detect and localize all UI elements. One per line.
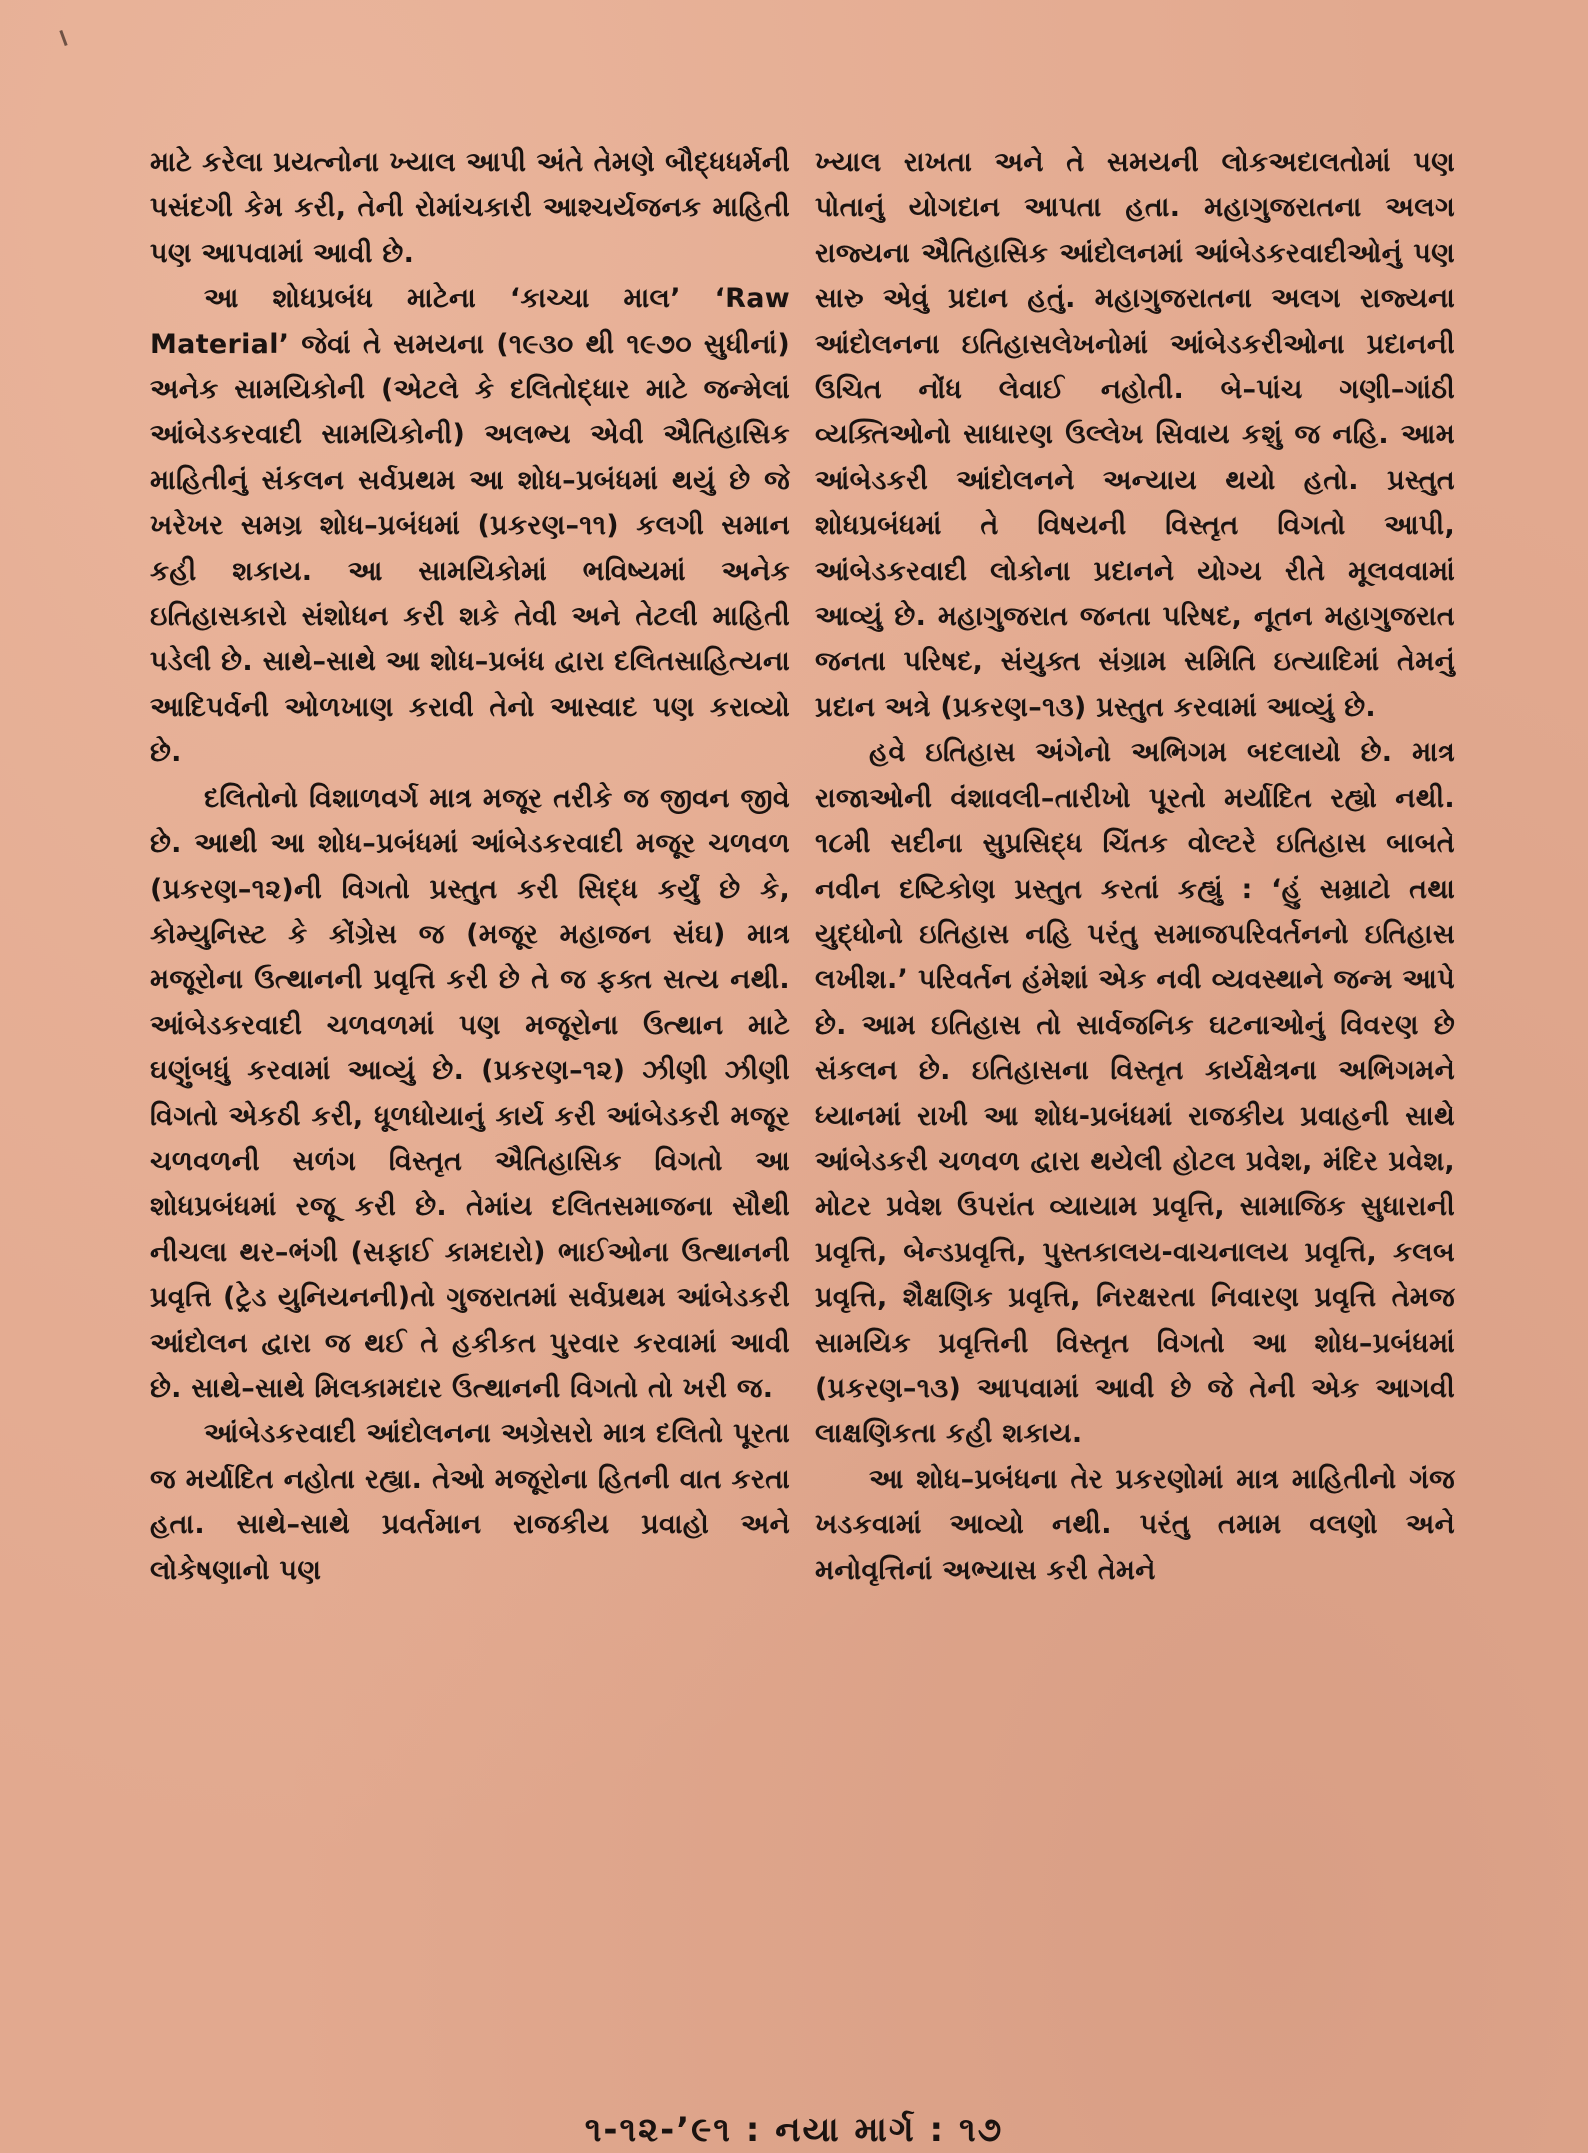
right-paragraph-1: ખ્યાલ રાખતા અને તે સમયની લોકઅદાલતોમાં પણ પોતાનું યોગદાન આપતા હતા. મહાગુજરાતના અલગ રાજ્યના ઐતિહાસિક આંદોલનમાં આંબેડકરવાદીઓનું પણ સારુ એવું પ્રદાન હતું. મહાગુજરાતના અલગ રાજ્યના આંદોલનના ઇતિહાસલેખનોમાં આંબેડકરીઓના પ્રદાનની ઉચિત નોંધ લેવાઈ નહોતી. બે–પાંચ ગણી–ગાંઠી વ્યક્તિઓનો સાધારણ ઉલ્લેખ સિવાય કશું જ નહિ. આમ આંબેડકરી આંદોલનને અન્યાય થયો હતો. પ્રસ્તુત શોધપ્રબંધમાં તે વિષયની વિસ્તૃત વિગતો આપી, આંબેડકરવાદી લોકોના પ્રદાનને યોગ્ય રીતે મૂલવવામાં આવ્યું છે. મહાગુજરાત જનતા પરિષદ, નૂતન મહાગુજરાત જનતા પરિષદ, સંયુક્ત સંગ્રામ સમિતિ ઇત્યાદિમાં તેમનું પ્રદાન અત્રે (પ્રકરણ–૧૩) પ્રસ્તુત કરવામાં આવ્યું છે. — [815, 147, 1455, 723]
left-column — [150, 140, 790, 1593]
right-paragraph-2: હવે ઇતિહાસ અંગેનો અભિગમ બદલાયો છે. માત્ર રાજાઓની વંશાવલી–તારીખો પૂરતો મર્યાદિત રહ્યો નથી. ૧૮મી સદીના સુપ્રસિદ્ધ ચિંતક વોલ્ટરે ઇતિહાસ બાબતે નવીન દષ્ટિકોણ પ્રસ્તુત કરતાં કહ્યું : ‘હું સમ્રાટો તથા યુદ્ધોનો ઇતિહાસ નહિ પરંતુ સમાજપરિવર્તનનો ઇતિહાસ લખીશ.’ પરિવર્તન હંમેશાં એક નવી વ્યવસ્થાને જન્મ આપે છે. આમ ઇતિહાસ તો સાર્વજનિક ઘટનાઓનું વિવરણ છે સંકલન છે. ઇતિહાસના વિસ્તૃત કાર્યક્ષેત્રના અભિગમને ધ્યાનમાં રાખી આ શોધ-પ્રબંધમાં રાજકીય પ્રવાહની સાથે આંબેડકરી ચળવળ દ્વારા થયેલી હોટલ પ્રવેશ, મંદિર પ્રવેશ, મોટર પ્રવેશ ઉપરાંત વ્યાયામ પ્રવૃત્તિ, સામાજિક સુધારાની પ્રવૃત્તિ, બેન્ડપ્રવૃત્તિ, પુસ્તકાલય-વાચનાલય પ્રવૃત્તિ, કલબ પ્રવૃત્તિ, શૈક્ષણિક પ્રવૃત્તિ, નિરક્ષરતા નિવારણ પ્રવૃત્તિ તેમજ સામયિક પ્રવૃત્તિની વિસ્તૃત વિગતો આ શોધ–પ્રબંધમાં (પ્રકરણ–૧૩) આપવામાં આવી છે જે તેની એક આગવી લાક્ષણિકતા કહી શકાય. — [815, 737, 1455, 1450]
left-paragraph-2: આ શોધપ્રબંધ માટેના ‘કાચ્ચા માલ’ ‘Raw Material’ જેવાં તે સમયના (૧૯૩૦ થી ૧૯૭૦ સુધીનાં) અનેક સામયિકોની (એટલે કે દલિતોદ્ધાર માટે જન્મેલાં આંબેડકરવાદી સામયિકોની) અલભ્ય એવી ઐતિહાસિક માહિતીનું સંકલન સર્વપ્રથમ આ શોધ–પ્રબંધમાં થયું છે જે ખરેખર સમગ્ર શોધ–પ્રબંધમાં (પ્રકરણ–૧૧) કલગી સમાન કહી શકાય. આ સામયિકોમાં ભવિષ્યમાં અનેક ઇતિહાસકારો સંશોધન કરી શકે તેવી અને તેટલી માહિતી પડેલી છે. સાથે–સાથે આ શોધ–પ્રબંધ દ્વારા દલિતસાહિત્યના આદિપર્વની ઓળખાણ કરાવી તેનો આસ્વાદ પણ કરાવ્યો છે. — [150, 283, 790, 769]
right-column — [815, 140, 1455, 1593]
paper-speck — [59, 30, 67, 46]
left-paragraph-1: માટે કરેલા પ્રયત્નોના ખ્યાલ આપી અંતે તેમણે બૌદ્ધધર્મની પસંદગી કેમ કરી, તેની રોમાંચકારી આશ્ચર્યજનક માહિતી પણ આપવામાં આવી છે. — [150, 147, 790, 269]
left-paragraph-3: દલિતોનો વિશાળવર્ગ માત્ર મજૂર તરીકે જ જીવન જીવે છે. આથી આ શોધ–પ્રબંધમાં આંબેડકરવાદી મજૂર ચળવળ (પ્રકરણ–૧૨)ની વિગતો પ્રસ્તુત કરી સિદ્ધ કર્યું છે કે, કોમ્યુનિસ્ટ કે કોંગ્રેસ જ (મજૂર મહાજન સંઘ) માત્ર મજૂરોના ઉત્થાનની પ્રવૃત્તિ કરી છે તે જ ફક્ત સત્ય નથી. આંબેડકરવાદી ચળવળમાં પણ મજૂરોના ઉત્થાન માટે ઘણુંબધું કરવામાં આવ્યું છે. (પ્રકરણ–૧૨) ઝીણી ઝીણી વિગતો એકઠી કરી, ધૂળધોયાનું કાર્ય કરી આંબેડકરી મજૂર ચળવળની સળંગ વિસ્તૃત ઐતિહાસિક વિગતો આ શોધપ્રબંધમાં રજૂ કરી છે. તેમાંય દલિતસમાજના સૌથી નીચલા થર–ભંગી (સફાઈ કામદારો) ભાઈઓના ઉત્થાનની પ્રવૃત્તિ (ટ્રેડ યુનિયનની)તો ગુજરાતમાં સર્વપ્રથમ આંબેડકરી આંદોલન દ્વારા જ થઈ તે હકીકત પુરવાર કરવામાં આવી છે. સાથે–સાથે મિલકામદાર ઉત્થાનની વિગતો તો ખરી જ. — [150, 782, 790, 1404]
page-footer: ૧-૧૨-’૯૧ : નયા માર્ગ : ૧૭ — [584, 2110, 1004, 2150]
left-paragraph-4: આંબેડકરવાદી આંદોલનના અગ્રેસરો માત્ર દલિતો પૂરતા જ મર્યાદિત નહોતા રહ્યા. તેઓ મજૂરોના હિતની વાત કરતા હતા. સાથે–સાથે પ્રવર્તમાન રાજકીય પ્રવાહો અને લોકેષણાનો પણ — [150, 1418, 790, 1586]
right-paragraph-3: આ શોધ–પ્રબંધના તેર પ્રકરણોમાં માત્ર માહિતીનો ગંજ ખડકવામાં આવ્યો નથી. પરંતુ તમામ વલણો અને મનોવૃત્તિનાં અભ્યાસ કરી તેમને — [815, 1463, 1455, 1586]
